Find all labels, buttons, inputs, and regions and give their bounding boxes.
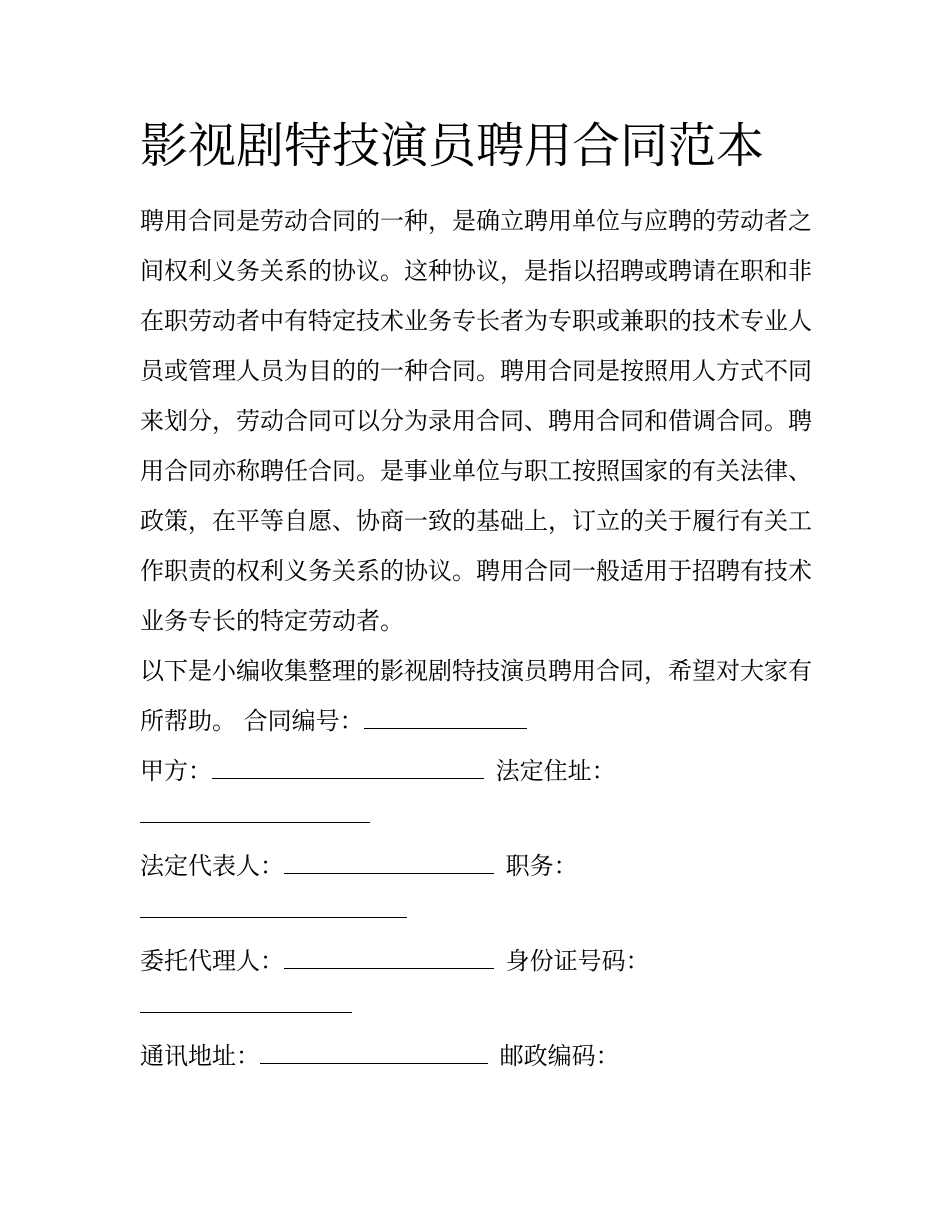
party-a-blank (212, 756, 484, 779)
legal-rep-line (140, 841, 812, 891)
mailing-address-label: 通讯地址： (140, 1042, 260, 1070)
id-number-label: 身份证号码： (505, 947, 650, 975)
document-page (140, 110, 812, 1081)
agent-line (140, 936, 812, 986)
position-blank-line (140, 891, 812, 936)
agent-blank (284, 946, 494, 969)
second-paragraph-text: 以下是小编收集整理的影视剧特技演员聘用合同，希望对大家有所帮助。 (140, 657, 812, 735)
postal-code-label: 邮政编码： (499, 1042, 620, 1070)
legal-rep-blank (284, 851, 494, 874)
contract-number-label: 合同编号： (243, 707, 364, 735)
party-a-label: 甲方： (140, 757, 212, 785)
legal-address-blank (140, 800, 370, 823)
agent-label: 委托代理人： (140, 947, 284, 975)
contract-number-blank (364, 706, 527, 729)
legal-address-label: 法定住址： (495, 757, 616, 785)
position-blank (140, 895, 407, 918)
party-a-line (140, 746, 812, 796)
mailing-address-line (140, 1031, 812, 1081)
id-number-blank (140, 990, 352, 1013)
legal-address-blank-line (140, 796, 812, 841)
legal-rep-label: 法定代表人： (140, 852, 284, 880)
mailing-address-blank (260, 1041, 488, 1064)
document-title: 影视剧特技演员聘用合同范本 (140, 118, 765, 174)
id-number-blank-line (140, 986, 812, 1031)
second-paragraph (140, 646, 812, 746)
intro-paragraph: 聘用合同是劳动合同的一种，是确立聘用单位与应聘的劳动者之间权利义务关系的协议。这种协议，是指以招聘或聘请在职和非在职劳动者中有特定技术业务专长者为专职或兼职的技术专业人员或管理人员为目的的一种合同。聘用合同是按照用人方式不同来划分，劳动合同可以分为录用合同、聘用合同和借调合同。聘用合同亦称聘任合同。是事业单位与职工按照国家的有关法律、政策，在平等自愿、协商一致的基础上，订立的关于履行有关工作职责的权利义务关系的协议。聘用合同一般适用于招聘有技术业务专长的特定劳动者。 (140, 207, 812, 635)
position-label: 职务： (505, 852, 578, 880)
